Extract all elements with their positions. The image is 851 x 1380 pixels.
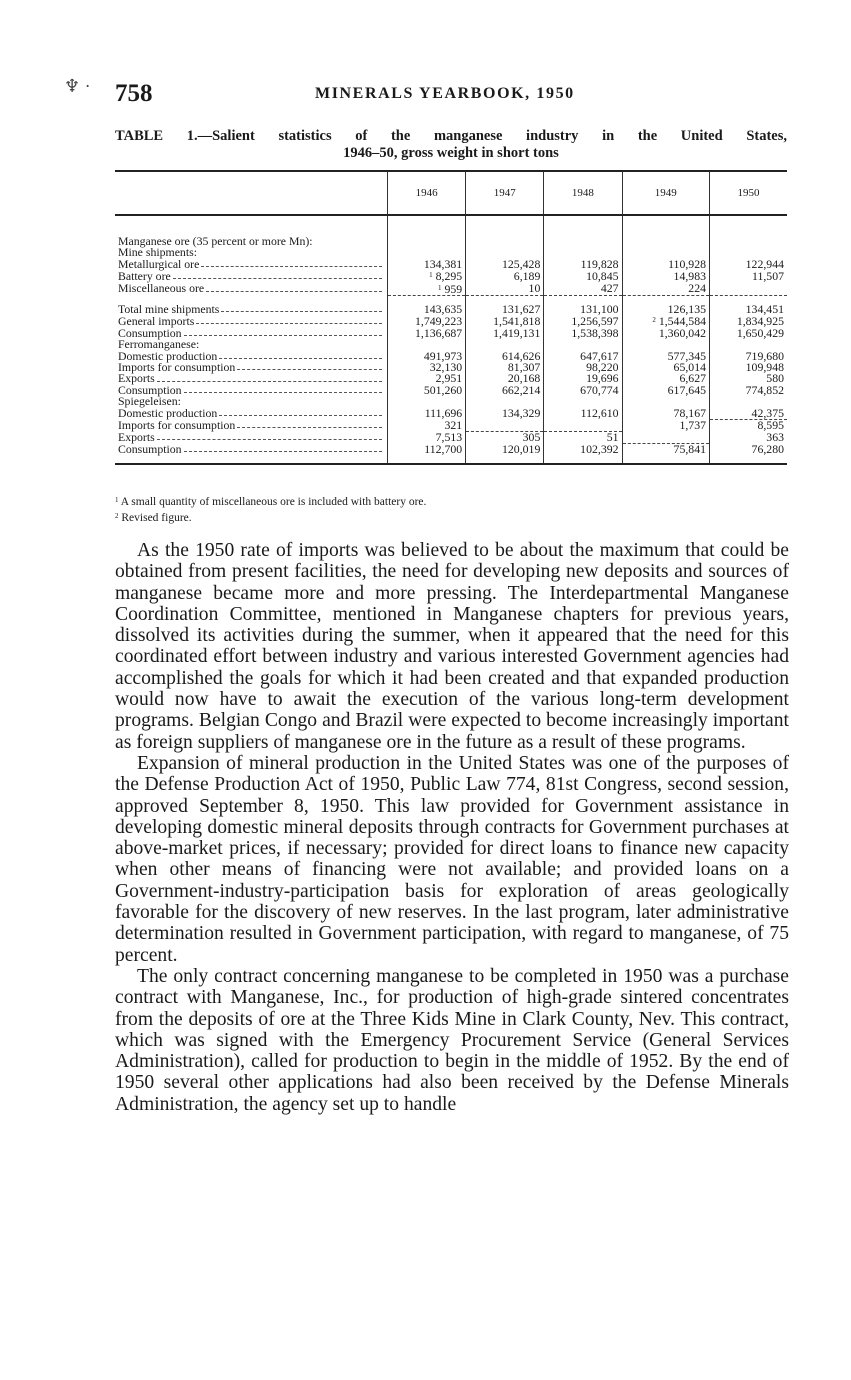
cell-value: 14,983 bbox=[622, 270, 709, 282]
cell-value: 51 bbox=[544, 432, 622, 444]
section-heading-row bbox=[115, 236, 787, 247]
margin-mark: ♆ · bbox=[64, 76, 91, 96]
header-year: 1949 bbox=[622, 171, 709, 215]
row-label: Total mine shipments bbox=[118, 302, 220, 317]
header-year: 1950 bbox=[710, 171, 788, 215]
cell-value: 10,845 bbox=[544, 270, 622, 282]
row-label: Consumption bbox=[118, 325, 182, 340]
cell-value: 110,928 bbox=[622, 259, 709, 270]
cell-value: 65,014 bbox=[622, 362, 709, 373]
cell-value bbox=[710, 283, 788, 296]
cell-value: 81,307 bbox=[466, 362, 544, 373]
cell-value: 647,617 bbox=[544, 351, 622, 362]
footnote-ref: 1 bbox=[438, 283, 442, 292]
cell-value: 112,610 bbox=[544, 408, 622, 420]
cell-value: 321 bbox=[388, 420, 466, 432]
cell-value: 109,948 bbox=[710, 362, 788, 373]
cell-value: 1,749,223 bbox=[388, 315, 466, 327]
row-label: Exports bbox=[118, 371, 155, 386]
section-ferro-label: Ferromanganese: bbox=[118, 337, 200, 352]
cell-value: 363 bbox=[710, 432, 788, 444]
cell-value: 6,189 bbox=[466, 270, 544, 282]
table-row bbox=[115, 283, 787, 296]
cell-value: 614,626 bbox=[466, 351, 544, 362]
cell-value: 1,538,398 bbox=[544, 328, 622, 339]
table-row bbox=[115, 385, 787, 396]
cell-value: 1,360,042 bbox=[622, 328, 709, 339]
row-label: Imports for consumption bbox=[118, 360, 236, 375]
row-label: Exports bbox=[118, 429, 155, 444]
cell-value: 131,100 bbox=[544, 304, 622, 315]
cell-value: 75,841 bbox=[622, 443, 709, 464]
cell-value: 126,135 bbox=[622, 304, 709, 315]
row-label: Domestic production bbox=[118, 405, 218, 420]
header-year: 1947 bbox=[466, 171, 544, 215]
cell-value: 1,136,687 bbox=[388, 328, 466, 339]
page-header bbox=[115, 80, 787, 110]
cell-value: 491,973 bbox=[388, 351, 466, 362]
cell-value: 580 bbox=[710, 373, 788, 384]
paragraph: Expansion of mineral production in the United States was one of the purposes of the Defense Production Act of 1950, Public Law 774, 81st Congress, second session, approved September 8, 1950. This law provided for Government assistance in developing domestic mineral deposits through contracts for Government purchases at above-market prices, if necessary; provided for direct loans to finance new capacity when other means of financing were not available; and provided loans on a Government-industry-participation basis for exploration of areas geologically favorable for the discovery of new reserves. In the last program, later administrative determination resulted in Government participation, with regard to manganese, of 75 percent. bbox=[115, 752, 789, 966]
header-year: 1946 bbox=[388, 171, 466, 215]
row-label: General imports bbox=[118, 313, 195, 328]
section-spiegel-label: Spiegeleisen: bbox=[118, 394, 181, 409]
cell-value: 662,214 bbox=[466, 385, 544, 396]
table-row bbox=[115, 328, 787, 339]
cell-value: 98,220 bbox=[544, 362, 622, 373]
cell-value: 577,345 bbox=[622, 351, 709, 362]
cell-value: 501,260 bbox=[388, 385, 466, 396]
ferromanganese-rows bbox=[115, 348, 787, 397]
spiegeleisen-rows bbox=[115, 405, 787, 465]
cell-value: 125,428 bbox=[466, 259, 544, 270]
cell-value: 1,737 bbox=[622, 420, 709, 432]
mine-shipments-label: Mine shipments: bbox=[118, 245, 197, 260]
footnote: $^1$ A small quantity of miscellaneous ore is included with battery ore. bbox=[115, 496, 427, 508]
cell-value: 959 bbox=[444, 281, 463, 296]
section-ore-label: Manganese ore (35 percent or more Mn): bbox=[118, 234, 313, 248]
row-label: Metallurgical ore bbox=[118, 256, 200, 271]
cell-value: 19,696 bbox=[544, 373, 622, 384]
statistics-table bbox=[115, 170, 787, 465]
paragraph: As the 1950 rate of imports was believed to be about the maximum that could be obtained from present facilities, the need for developing new deposits and sources of manganese became more and more pressing. The Interdepartmental Manganese Coordination Committee, mentioned in Manganese chapters for previous years, dissolved its activities during the summer, when it appeared that the need for this coordinated effort between industry and various interested Government agencies had accomplished the goals for which it had been created and that expanded production would now have to await the execution of the various long-term development programs. Belgian Congo and Brazil were expected to become increasingly important as foreign suppliers of manganese ore in the future as a result of these programs. bbox=[115, 540, 789, 753]
cell-value: 134,329 bbox=[466, 408, 544, 420]
cell-value: 143,635 bbox=[388, 304, 466, 315]
row-label: Domestic production bbox=[118, 348, 218, 363]
table-caption-line1: TABLE 1.—Salient statistics of the manganese industry in the United States, bbox=[115, 128, 787, 144]
cell-value: 774,852 bbox=[710, 385, 788, 396]
row-label: Consumption bbox=[118, 441, 182, 456]
row-label: Consumption bbox=[118, 382, 182, 397]
paragraph: The only contract concerning manganese to be completed in 1950 was a purchase contract with Manganese, Inc., for production of high-grade sintered concentrates from the deposits of ore at the Three Kids Mine in Clark County, Nev. This contract, which was signed with the Emergency Procurement Service (General Services Administration), called for production to begin in the middle of 1952. By the end of 1950 several other applications had also been received by the Defense Minerals Administration, the agency set up to handle bbox=[115, 965, 789, 1115]
table-row bbox=[115, 443, 787, 464]
cell-value: 427 bbox=[544, 283, 622, 296]
footnote: $^2$ Revised figure. bbox=[115, 511, 192, 524]
header-blank-cell bbox=[115, 171, 388, 215]
running-head: MINERALS YEARBOOK, 1950 bbox=[315, 85, 575, 102]
cell-value: 78,167 bbox=[622, 408, 709, 420]
header-year: 1948 bbox=[544, 171, 622, 215]
cell-value: 111,696 bbox=[388, 408, 466, 420]
cell-value: 112,700 bbox=[388, 443, 466, 464]
footnote-ref: 2 bbox=[652, 316, 656, 325]
cell-value: 1,256,597 bbox=[544, 315, 622, 327]
cell-value: 119,828 bbox=[544, 259, 622, 270]
cell-value: 1,834,925 bbox=[710, 315, 788, 327]
cell-value: 670,774 bbox=[544, 385, 622, 396]
row-label: Battery ore bbox=[118, 268, 171, 283]
table-header-row bbox=[115, 171, 787, 215]
cell-value: 120,019 bbox=[466, 443, 544, 464]
cell-value: 719,680 bbox=[710, 351, 788, 362]
body-text bbox=[115, 540, 789, 1115]
cell-value: 102,392 bbox=[544, 443, 622, 464]
footnote-ref: 1 bbox=[429, 271, 433, 280]
cell-value: 2,951 bbox=[388, 373, 466, 384]
cell-value: 8,295 bbox=[435, 269, 463, 284]
cell-value: 11,507 bbox=[710, 270, 788, 282]
cell-value: 1,650,429 bbox=[710, 328, 788, 339]
cell-value: 20,168 bbox=[466, 373, 544, 384]
page-number: 758 bbox=[115, 80, 153, 107]
spacer-row bbox=[115, 215, 787, 236]
cell-value: 42,375 bbox=[710, 408, 788, 420]
table-footnotes bbox=[115, 494, 787, 525]
cell-value: 224 bbox=[622, 283, 709, 296]
row-label: Miscellaneous ore bbox=[118, 281, 205, 296]
cell-value: 7,513 bbox=[388, 432, 466, 444]
cell-value: 305 bbox=[466, 432, 544, 444]
cell-value: 122,944 bbox=[710, 259, 788, 270]
table-caption-line2: 1946–50, gross weight in short tons bbox=[343, 145, 559, 161]
cell-value: 32,130 bbox=[388, 362, 466, 373]
cell-value: 8,595 bbox=[710, 420, 788, 432]
cell-value: 6,627 bbox=[622, 373, 709, 384]
cell-value: 131,627 bbox=[466, 304, 544, 315]
cell-value: 10 bbox=[466, 283, 544, 296]
table-caption bbox=[115, 128, 787, 162]
cell-value: 1,541,818 bbox=[466, 315, 544, 327]
cell-value: 134,451 bbox=[710, 304, 788, 315]
cell-value: 1,544,584 bbox=[658, 314, 706, 329]
cell-value: 1,419,131 bbox=[466, 328, 544, 339]
row-label: Imports for consumption bbox=[118, 417, 236, 432]
cell-value: 617,645 bbox=[622, 385, 709, 396]
cell-value: 76,280 bbox=[710, 443, 788, 464]
cell-value: 134,381 bbox=[388, 259, 466, 270]
